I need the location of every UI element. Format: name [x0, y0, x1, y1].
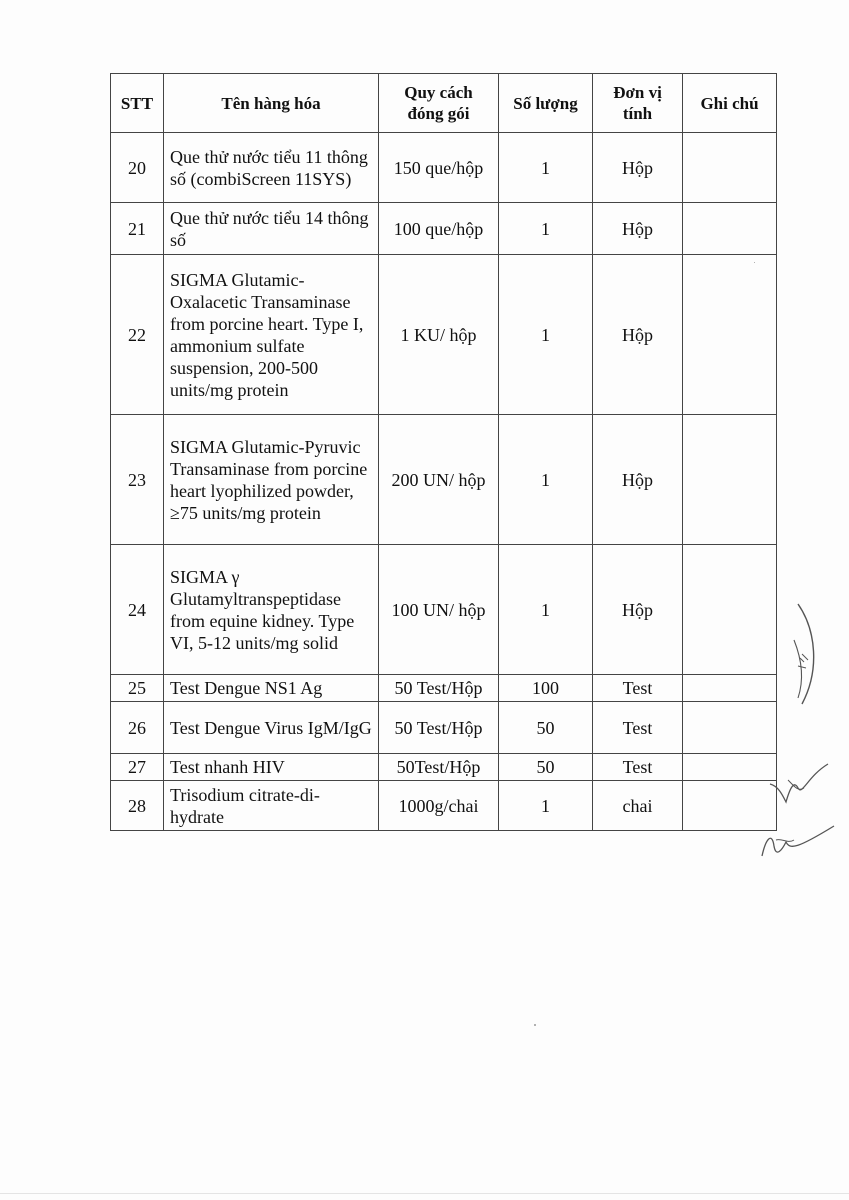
cell-packaging: 1 KU/ hộp	[379, 255, 499, 415]
cell-note	[683, 754, 777, 781]
cell-quantity: 1	[499, 203, 593, 255]
cell-stt: 26	[111, 702, 164, 754]
cell-packaging: 200 UN/ hộp	[379, 415, 499, 545]
header-packaging: Quy cách đóng gói	[379, 74, 499, 133]
cell-unit: Hộp	[593, 133, 683, 203]
cell-name: Test Dengue Virus IgM/IgG	[164, 702, 379, 754]
cell-note	[683, 545, 777, 675]
table-row	[111, 255, 777, 415]
cell-quantity: 1	[499, 255, 593, 415]
table-row	[111, 545, 777, 675]
cell-quantity: 1	[499, 781, 593, 831]
cell-packaging: 50Test/Hộp	[379, 754, 499, 781]
cell-unit: Test	[593, 702, 683, 754]
cell-name: Trisodium citrate-di-hydrate	[164, 781, 379, 831]
cell-note	[683, 781, 777, 831]
cell-packaging: 1000g/chai	[379, 781, 499, 831]
cell-note	[683, 675, 777, 702]
cell-unit: Test	[593, 754, 683, 781]
cell-stt: 20	[111, 133, 164, 203]
cell-quantity: 50	[499, 702, 593, 754]
cell-name: SIGMA γ Glutamyltranspeptidase from equine kidney. Type VI, 5-12 units/mg solid	[164, 545, 379, 675]
cell-quantity: 50	[499, 754, 593, 781]
cell-quantity: 1	[499, 545, 593, 675]
cell-stt: 22	[111, 255, 164, 415]
cell-stt: 27	[111, 754, 164, 781]
cell-name: SIGMA Glutamic-Oxalacetic Transaminase from porcine heart. Type I, ammonium sulfate suspension, 200-500 units/mg protein	[164, 255, 379, 415]
table-header-row	[111, 74, 777, 133]
cell-note	[683, 203, 777, 255]
table-row	[111, 415, 777, 545]
cell-note	[683, 702, 777, 754]
cell-name: Que thử nước tiểu 11 thông số (combiScreen 11SYS)	[164, 133, 379, 203]
header-unit: Đơn vị tính	[593, 74, 683, 133]
cell-unit: Hộp	[593, 415, 683, 545]
cell-unit: Hộp	[593, 203, 683, 255]
cell-unit: Hộp	[593, 545, 683, 675]
cell-quantity: 1	[499, 133, 593, 203]
table-row	[111, 675, 777, 702]
cell-stt: 24	[111, 545, 164, 675]
cell-name: Que thử nước tiểu 14 thông số	[164, 203, 379, 255]
cell-stt: 23	[111, 415, 164, 545]
table-row	[111, 754, 777, 781]
cell-quantity: 1	[499, 415, 593, 545]
header-quantity: Số lượng	[499, 74, 593, 133]
table-row	[111, 133, 777, 203]
margin-initial-mark-1	[786, 600, 826, 710]
cell-stt: 25	[111, 675, 164, 702]
cell-note	[683, 133, 777, 203]
cell-unit: Hộp	[593, 255, 683, 415]
cell-quantity: 100	[499, 675, 593, 702]
cell-stt: 21	[111, 203, 164, 255]
paper-speck	[754, 262, 755, 263]
cell-packaging: 100 UN/ hộp	[379, 545, 499, 675]
cell-stt: 28	[111, 781, 164, 831]
cell-name: SIGMA Glutamic-Pyruvic Transaminase from porcine heart lyophilized powder, ≥75 units/mg protein	[164, 415, 379, 545]
table-row	[111, 203, 777, 255]
cell-packaging: 100 que/hộp	[379, 203, 499, 255]
header-name: Tên hàng hóa	[164, 74, 379, 133]
goods-table	[110, 73, 777, 831]
cell-name: Test Dengue NS1 Ag	[164, 675, 379, 702]
margin-initial-mark-2	[768, 758, 838, 808]
cell-packaging: 50 Test/Hộp	[379, 675, 499, 702]
cell-packaging: 150 que/hộp	[379, 133, 499, 203]
cell-packaging: 50 Test/Hộp	[379, 702, 499, 754]
table-row	[111, 702, 777, 754]
cell-unit: chai	[593, 781, 683, 831]
cell-name: Test nhanh HIV	[164, 754, 379, 781]
cell-note	[683, 415, 777, 545]
header-note: Ghi chú	[683, 74, 777, 133]
cell-unit: Test	[593, 675, 683, 702]
header-stt: STT	[111, 74, 164, 133]
page-bottom-edge	[0, 1193, 849, 1194]
cell-note	[683, 255, 777, 415]
table-row	[111, 781, 777, 831]
paper-speck	[534, 1024, 536, 1026]
